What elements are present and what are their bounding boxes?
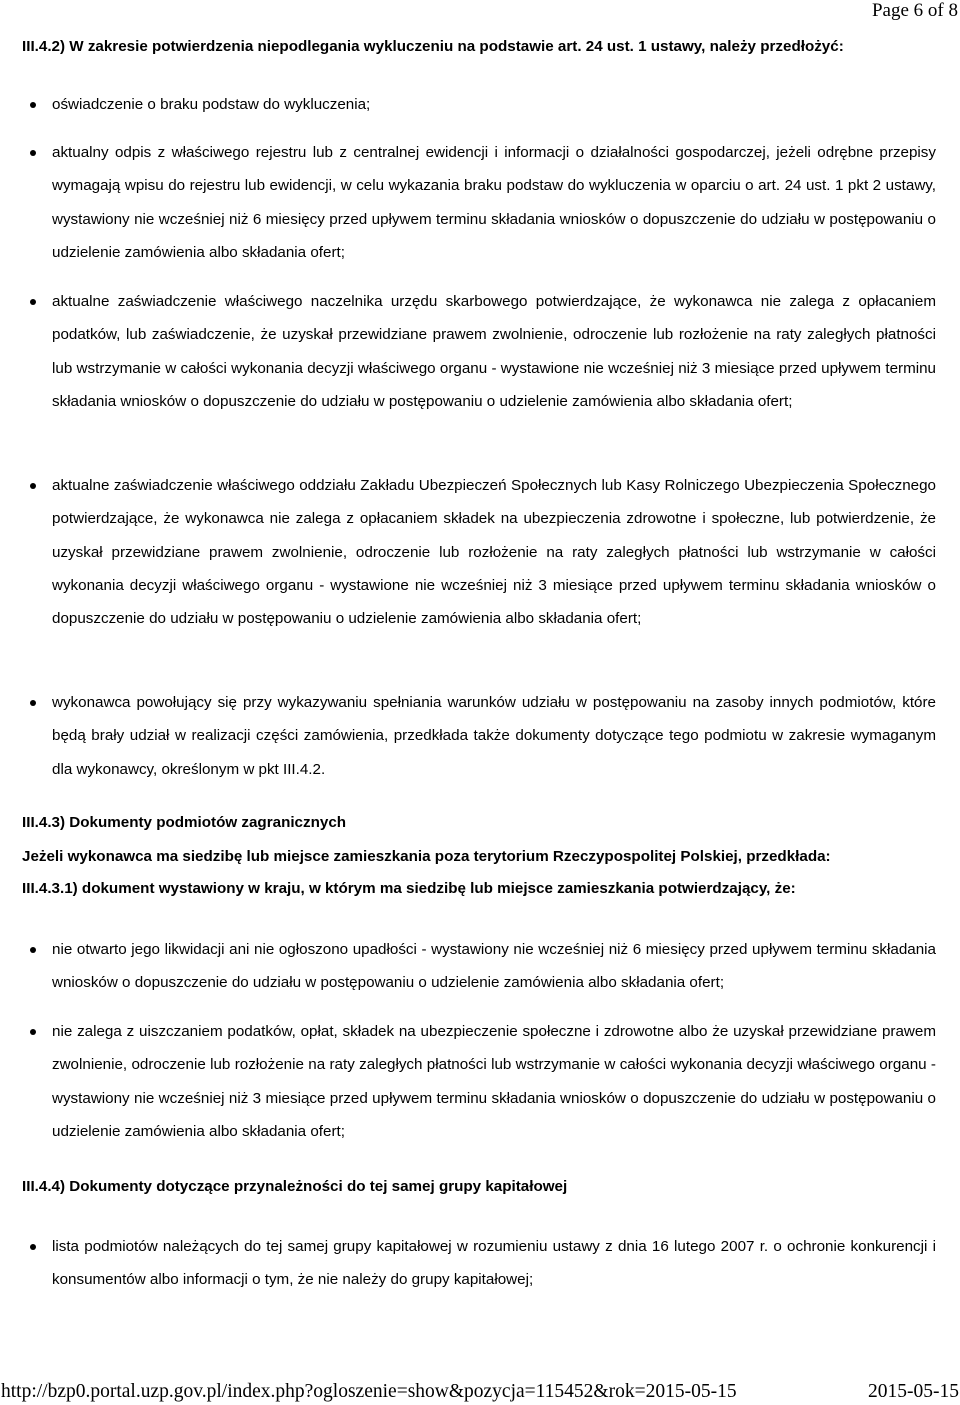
bullet-icon [30,1244,36,1250]
bullet-icon [30,947,36,953]
bullet-icon [30,483,36,489]
list-item: lista podmiotów należących do tej samej grupy kapitałowej w rozumieniu ustawy z dnia 16 lutego 2007 r. o ochronie konkurencji i konsumentów albo informacji o tym, że nie należy do grupy kapitałowej; [52,1238,936,1289]
list-item: wykonawca powołujący się przy wykazywaniu spełniania warunków udziału w postępowaniu na zasoby innych podmiotów, które będą brały udział w realizacji części zamówienia, przedkłada także dokumenty dotyczące tego podmiotu w zakresie wymaganym dla wykonawcy, określonym w pkt III.4.2. [52,694,936,778]
section-heading-iii-4-3: III.4.3) Dokumenty podmiotów zagranicznych [22,814,347,831]
bullet-icon [30,299,36,305]
bullet-icon [30,150,36,156]
list-item: nie zalega z uiszczaniem podatków, opłat, składek na ubezpieczenie społeczne i zdrowotne albo że uzyskał przewidziane prawem zwolnienie, odroczenie lub rozłożenie na raty zaległych płatności lub wstrzymanie w całości wykonania decyzji właściwego organu - wystawiony nie wcześniej niż 3 miesiące przed upływem terminu składania wniosków o dopuszczenie do udziału w postępowaniu o udzielenie zamówienia albo składania ofert; [52,1023,936,1140]
section-intro: Jeżeli wykonawca ma siedzibę lub miejsce zamieszkania poza terytorium Rzeczypospolitej Polskiej, przedkłada: [22,848,831,865]
list-item: nie otwarto jego likwidacji ani nie ogłoszono upadłości - wystawiony nie wcześniej niż 6 miesięcy przed upływem terminu składania wniosków o dopuszczenie do udziału w postępowaniu o udzielenie zamówienia albo składania ofert; [52,941,936,992]
section-heading-iii-4-4: III.4.4) Dokumenty dotyczące przynależności do tej samej grupy kapitałowej [22,1178,568,1195]
section-subheading-iii-4-3-1: III.4.3.1) dokument wystawiony w kraju, w którym ma siedzibę lub miejsce zamieszkania potwierdzający, że: [22,880,796,897]
page-number: Page 6 of 8 [871,0,958,21]
bullet-icon [30,102,36,108]
bullet-icon [30,1029,36,1035]
list-item: aktualne zaświadczenie właściwego oddziału Zakładu Ubezpieczeń Społecznych lub Kasy Rolniczego Ubezpieczenia Społecznego potwierdzające, że wykonawca nie zalega z opłacaniem składek na ubezpieczenia zdrowotne i społeczne, lub potwierdzenie, że uzyskał przewidziane prawem zwolnienie, odroczenie lub rozłożenie na raty zaległych płatności lub wstrzymanie w całości wykonania decyzji właściwego organu - wystawione nie wcześniej niż 3 miesiące przed upływem terminu składania wniosków o dopuszczenie do udziału w postępowaniu o udzielenie zamówienia albo składania ofert; [52,477,936,628]
footer-url: http://bzp0.portal.uzp.gov.pl/index.php?ogloszenie=show&pozycja=115452&rok=2015-05-15 [1,1381,737,1402]
list-item: oświadczenie o braku podstaw do wykluczenia; [52,96,371,113]
footer-date: 2015-05-15 [868,1381,959,1402]
list-item: aktualne zaświadczenie właściwego naczelnika urzędu skarbowego potwierdzające, że wykonawca nie zalega z opłacaniem podatków, lub zaświadczenie, że uzyskał przewidziane prawem zwolnienie, odroczenie lub rozłożenie na raty zaległych płatności lub wstrzymanie w całości wykonania decyzji właściwego organu - wystawione nie wcześniej niż 3 miesiące przed upływem terminu składania wniosków o dopuszczenie do udziału w postępowaniu o udzielenie zamówienia albo składania ofert; [52,293,936,410]
bullet-icon [30,700,36,706]
section-heading-iii-4-2: III.4.2) W zakresie potwierdzenia niepodlegania wykluczeniu na podstawie art. 24 ust. 1 ustawy, należy przedłożyć: [22,38,844,55]
list-item: aktualny odpis z właściwego rejestru lub z centralnej ewidencji i informacji o działalności gospodarczej, jeżeli odrębne przepisy wymagają wpisu do rejestru lub ewidencji, w celu wykazania braku podstaw do wykluczenia w oparciu o art. 24 ust. 1 pkt 2 ustawy, wystawiony nie wcześniej niż 6 miesięcy przed upływem terminu składania wniosków o dopuszczenie do udziału w postępowaniu o udzielenie zamówienia albo składania ofert; [52,144,936,261]
